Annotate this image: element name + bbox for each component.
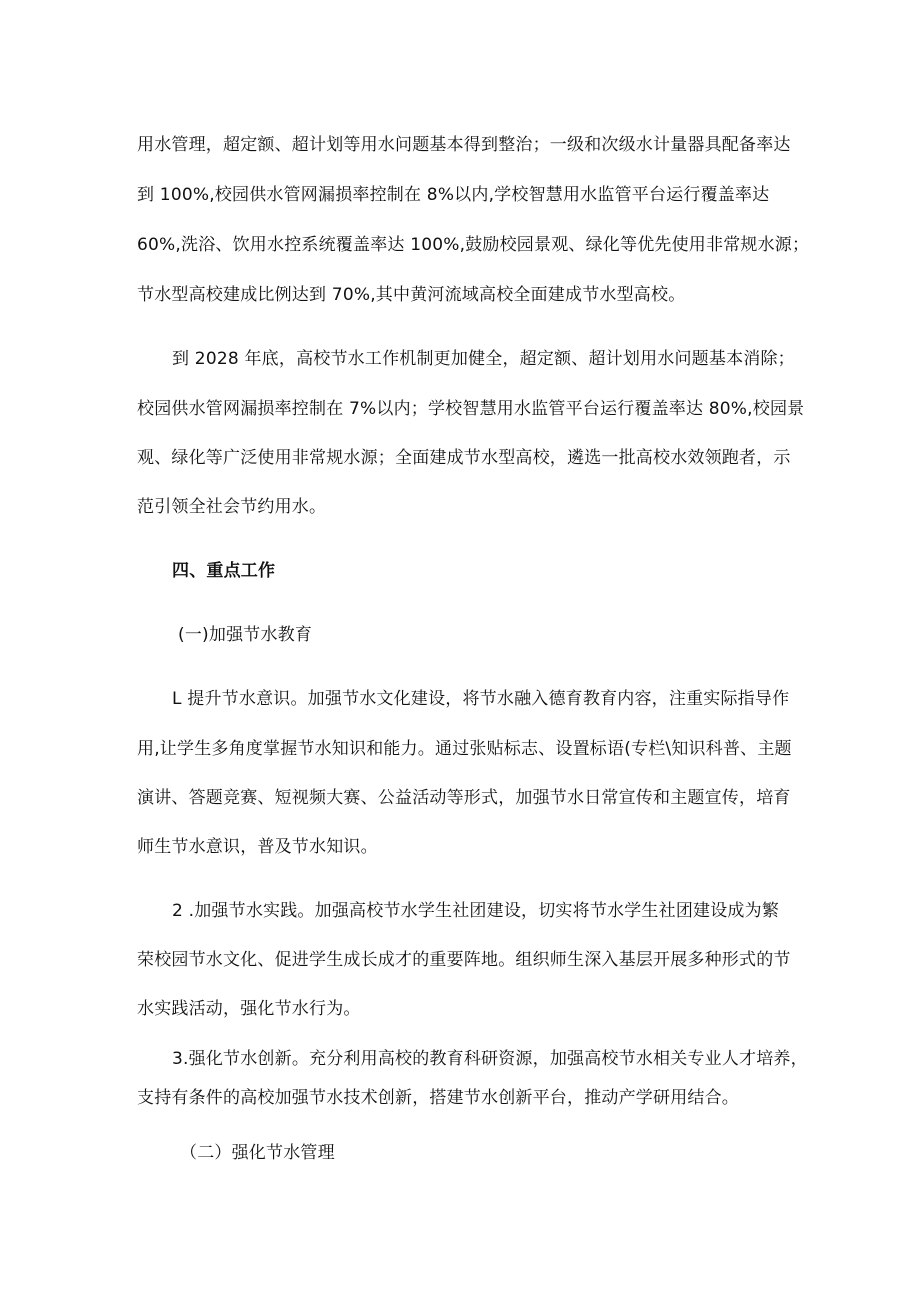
paragraph-line: 节水型高校建成比例达到 70%,其中黄河流域高校全面建成节水型高校。 [137, 285, 686, 305]
paragraph-line: 支持有条件的高校加强节水技术创新，搭建节水创新平台，推动产学研用结合。 [137, 1088, 739, 1108]
paragraph-line: 2 .加强节水实践。加强高校节水学生社团建设，切实将节水学生社团建设成为繁 [172, 901, 780, 921]
subsection-heading: (一)加强节水教育 [178, 625, 313, 645]
paragraph-line: 3.强化节水创新。充分利用高校的教育科研资源，加强高校节水相关专业人才培养， [172, 1049, 808, 1069]
paragraph-line: 演讲、答题竞赛、短视频大赛、公益活动等形式，加强节水日常宣传和主题宣传，培育 [137, 788, 791, 808]
paragraph-line: 水实践活动，强化节水行为。 [137, 999, 361, 1019]
paragraph-line: 用水管理，超定额、超计划等用水问题基本得到整治；一级和次级水计量器具配备率达 [137, 135, 791, 155]
paragraph-line: 荣校园节水文化、促进学生成长成才的重要阵地。组织师生深入基层开展多种形式的节 [137, 950, 791, 970]
subsection-heading: （二）强化节水管理 [180, 1143, 335, 1163]
paragraph-line: 到 100%,校园供水管网漏损率控制在 8%以内,学校智慧用水监管平台运行覆盖率达 [137, 185, 770, 205]
paragraph-line: L 提升节水意识。加强节水文化建设，将节水融入德育教育内容，注重实际指导作 [172, 689, 790, 709]
paragraph-line: 到 2028 年底，高校节水工作机制更加健全，超定额、超计划用水问题基本消除； [172, 349, 795, 369]
paragraph-line: 范引领全社会节约用水。 [137, 497, 327, 517]
paragraph-line: 观、绿化等广泛使用非常规水源；全面建成节水型高校，遴选一批高校水效领跑者，示 [137, 448, 791, 468]
paragraph-line: 校园供水管网漏损率控制在 7%以内；学校智慧用水监管平台运行覆盖率达 80%,校园景 [137, 399, 805, 419]
paragraph-line: 用,让学生多角度掌握节水知识和能力。通过张贴标志、设置标语(专栏\知识科普、主题 [137, 739, 792, 759]
paragraph-line: 60%,洗浴、饮用水控系统覆盖率达 100%,鼓励校园景观、绿化等优先使用非常规水源； [137, 235, 810, 255]
paragraph-line: 师生节水意识，普及节水知识。 [137, 837, 378, 857]
section-heading: 四、重点工作 [172, 561, 276, 581]
